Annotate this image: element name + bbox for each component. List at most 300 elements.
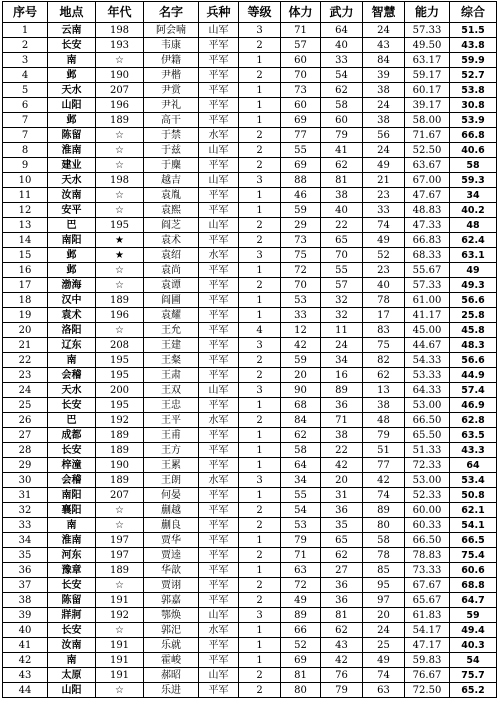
cell-stamina: 79 bbox=[281, 533, 321, 548]
cell-arm: 平军 bbox=[199, 458, 239, 473]
cell-wisdom: 23 bbox=[363, 263, 405, 278]
cell-index: 39 bbox=[3, 608, 48, 623]
cell-total: 59.9 bbox=[450, 53, 497, 68]
cell-level: 2 bbox=[239, 38, 281, 53]
header-total: 综合 bbox=[450, 2, 497, 23]
cell-era: 191 bbox=[96, 668, 144, 683]
cell-arm: 平军 bbox=[199, 293, 239, 308]
cell-name: 王允 bbox=[144, 323, 199, 338]
cell-ability: 58.00 bbox=[405, 113, 450, 128]
cell-total: 62.1 bbox=[450, 503, 497, 518]
cell-name: 乐进 bbox=[144, 683, 199, 698]
cell-place: 南阳 bbox=[48, 233, 96, 248]
cell-wisdom: 56 bbox=[363, 128, 405, 143]
cell-era: 195 bbox=[96, 398, 144, 413]
cell-era: ☆ bbox=[96, 683, 144, 698]
cell-wisdom: 40 bbox=[363, 278, 405, 293]
cell-stamina: 52 bbox=[281, 638, 321, 653]
cell-era: ☆ bbox=[96, 158, 144, 173]
cell-ability: 76.67 bbox=[405, 668, 450, 683]
cell-index: 35 bbox=[3, 548, 48, 563]
cell-stamina: 59 bbox=[281, 353, 321, 368]
cell-place: 安平 bbox=[48, 203, 96, 218]
cell-era: ☆ bbox=[96, 578, 144, 593]
cell-arm: 平军 bbox=[199, 323, 239, 338]
cell-index: 6 bbox=[3, 98, 48, 113]
cell-index: 32 bbox=[3, 503, 48, 518]
cell-stamina: 70 bbox=[281, 68, 321, 83]
cell-force: 32 bbox=[321, 308, 363, 323]
table-row bbox=[3, 608, 497, 623]
cell-total: 54.1 bbox=[450, 518, 497, 533]
cell-index: 36 bbox=[3, 563, 48, 578]
cell-total: 56.6 bbox=[450, 293, 497, 308]
cell-index: 40 bbox=[3, 623, 48, 638]
cell-total: 60.6 bbox=[450, 563, 497, 578]
cell-level: 2 bbox=[239, 593, 281, 608]
cell-ability: 63.67 bbox=[405, 158, 450, 173]
cell-level: 1 bbox=[239, 263, 281, 278]
table-row bbox=[3, 638, 497, 653]
cell-total: 43.8 bbox=[450, 38, 497, 53]
cell-era: 192 bbox=[96, 413, 144, 428]
cell-force: 62 bbox=[321, 158, 363, 173]
table-row bbox=[3, 683, 497, 698]
cell-total: 63.1 bbox=[450, 248, 497, 263]
header-stamina: 体力 bbox=[281, 2, 321, 23]
cell-name: 袁绍 bbox=[144, 248, 199, 263]
cell-era: 190 bbox=[96, 68, 144, 83]
cell-ability: 63.17 bbox=[405, 53, 450, 68]
table-row bbox=[3, 488, 497, 503]
cell-name: 何晏 bbox=[144, 488, 199, 503]
cell-total: 64 bbox=[450, 458, 497, 473]
cell-ability: 57.33 bbox=[405, 278, 450, 293]
cell-arm: 山军 bbox=[199, 143, 239, 158]
cell-place: 邺 bbox=[48, 248, 96, 263]
cell-name: 于禁 bbox=[144, 128, 199, 143]
cell-force: 38 bbox=[321, 188, 363, 203]
cell-wisdom: 83 bbox=[363, 323, 405, 338]
cell-arm: 平军 bbox=[199, 98, 239, 113]
table-row bbox=[3, 173, 497, 188]
cell-index: 22 bbox=[3, 353, 48, 368]
cell-force: 81 bbox=[321, 173, 363, 188]
cell-ability: 61.00 bbox=[405, 293, 450, 308]
cell-index: 21 bbox=[3, 338, 48, 353]
cell-total: 58 bbox=[450, 158, 497, 173]
cell-stamina: 60 bbox=[281, 98, 321, 113]
cell-wisdom: 20 bbox=[363, 608, 405, 623]
table-body bbox=[3, 23, 497, 698]
cell-level: 3 bbox=[239, 248, 281, 263]
cell-ability: 41.17 bbox=[405, 308, 450, 323]
cell-place: 渤海 bbox=[48, 278, 96, 293]
cell-index: 11 bbox=[3, 188, 48, 203]
cell-level: 1 bbox=[239, 398, 281, 413]
cell-era: 189 bbox=[96, 443, 144, 458]
cell-force: 71 bbox=[321, 413, 363, 428]
cell-total: 62.4 bbox=[450, 233, 497, 248]
cell-total: 56.6 bbox=[450, 353, 497, 368]
header-wisdom: 智慧 bbox=[363, 2, 405, 23]
cell-ability: 52.50 bbox=[405, 143, 450, 158]
cell-era: ☆ bbox=[96, 518, 144, 533]
cell-ability: 78.83 bbox=[405, 548, 450, 563]
cell-wisdom: 17 bbox=[363, 308, 405, 323]
cell-ability: 57.33 bbox=[405, 23, 450, 38]
cell-name: 王肃 bbox=[144, 368, 199, 383]
cell-wisdom: 38 bbox=[363, 83, 405, 98]
cell-arm: 山军 bbox=[199, 668, 239, 683]
cell-level: 2 bbox=[239, 68, 281, 83]
cell-arm: 平军 bbox=[199, 368, 239, 383]
cell-arm: 平军 bbox=[199, 488, 239, 503]
cell-index: 34 bbox=[3, 533, 48, 548]
cell-force: 32 bbox=[321, 293, 363, 308]
cell-force: 36 bbox=[321, 578, 363, 593]
cell-force: 31 bbox=[321, 488, 363, 503]
cell-index: 30 bbox=[3, 473, 48, 488]
cell-ability: 60.00 bbox=[405, 503, 450, 518]
cell-arm: 水军 bbox=[199, 473, 239, 488]
cell-place: 南 bbox=[48, 353, 96, 368]
cell-ability: 60.17 bbox=[405, 83, 450, 98]
cell-total: 59.3 bbox=[450, 173, 497, 188]
cell-wisdom: 43 bbox=[363, 38, 405, 53]
cell-stamina: 73 bbox=[281, 233, 321, 248]
cell-index: 20 bbox=[3, 323, 48, 338]
cell-era: ☆ bbox=[96, 623, 144, 638]
cell-force: 60 bbox=[321, 113, 363, 128]
cell-era: 198 bbox=[96, 173, 144, 188]
cell-stamina: 57 bbox=[281, 38, 321, 53]
cell-arm: 平军 bbox=[199, 308, 239, 323]
cell-ability: 47.33 bbox=[405, 218, 450, 233]
cell-ability: 72.50 bbox=[405, 683, 450, 698]
table-row bbox=[3, 308, 497, 323]
table-row bbox=[3, 128, 497, 143]
character-stats-table bbox=[2, 1, 497, 698]
table-row bbox=[3, 203, 497, 218]
cell-arm: 平军 bbox=[199, 593, 239, 608]
cell-place: 长安 bbox=[48, 443, 96, 458]
cell-stamina: 70 bbox=[281, 278, 321, 293]
cell-level: 3 bbox=[239, 608, 281, 623]
cell-total: 57.4 bbox=[450, 383, 497, 398]
cell-force: 81 bbox=[321, 608, 363, 623]
cell-place: 邺 bbox=[48, 263, 96, 278]
cell-wisdom: 75 bbox=[363, 338, 405, 353]
cell-arm: 平军 bbox=[199, 203, 239, 218]
cell-total: 62.8 bbox=[450, 413, 497, 428]
cell-wisdom: 33 bbox=[363, 203, 405, 218]
cell-total: 59 bbox=[450, 608, 497, 623]
cell-force: 62 bbox=[321, 548, 363, 563]
cell-stamina: 49 bbox=[281, 593, 321, 608]
cell-ability: 52.33 bbox=[405, 488, 450, 503]
cell-stamina: 73 bbox=[281, 83, 321, 98]
cell-total: 63.5 bbox=[450, 428, 497, 443]
cell-stamina: 72 bbox=[281, 578, 321, 593]
cell-place: 南阳 bbox=[48, 488, 96, 503]
cell-stamina: 71 bbox=[281, 548, 321, 563]
cell-total: 53.8 bbox=[450, 83, 497, 98]
cell-level: 2 bbox=[239, 353, 281, 368]
cell-era: ☆ bbox=[96, 188, 144, 203]
table-row bbox=[3, 158, 497, 173]
cell-stamina: 69 bbox=[281, 113, 321, 128]
cell-total: 34 bbox=[450, 188, 497, 203]
cell-ability: 60.33 bbox=[405, 518, 450, 533]
cell-arm: 平军 bbox=[199, 443, 239, 458]
cell-wisdom: 49 bbox=[363, 653, 405, 668]
header-force: 武力 bbox=[321, 2, 363, 23]
cell-place: 南 bbox=[48, 518, 96, 533]
cell-ability: 45.00 bbox=[405, 323, 450, 338]
cell-name: 越吉 bbox=[144, 173, 199, 188]
cell-wisdom: 89 bbox=[363, 503, 405, 518]
cell-total: 44.9 bbox=[450, 368, 497, 383]
cell-name: 贾诩 bbox=[144, 578, 199, 593]
cell-total: 40.3 bbox=[450, 638, 497, 653]
cell-ability: 53.33 bbox=[405, 368, 450, 383]
cell-ability: 71.67 bbox=[405, 128, 450, 143]
table-row bbox=[3, 233, 497, 248]
cell-arm: 平军 bbox=[199, 38, 239, 53]
cell-total: 53.9 bbox=[450, 113, 497, 128]
cell-stamina: 69 bbox=[281, 158, 321, 173]
cell-name: 郭嘉 bbox=[144, 593, 199, 608]
cell-force: 64 bbox=[321, 23, 363, 38]
cell-index: 12 bbox=[3, 203, 48, 218]
cell-total: 66.8 bbox=[450, 128, 497, 143]
cell-total: 52.7 bbox=[450, 68, 497, 83]
cell-wisdom: 62 bbox=[363, 368, 405, 383]
cell-level: 3 bbox=[239, 23, 281, 38]
cell-index: 28 bbox=[3, 443, 48, 458]
cell-ability: 66.83 bbox=[405, 233, 450, 248]
cell-level: 1 bbox=[239, 308, 281, 323]
cell-index: 7 bbox=[3, 128, 48, 143]
cell-arm: 平军 bbox=[199, 653, 239, 668]
cell-place: 云南 bbox=[48, 23, 96, 38]
cell-arm: 平军 bbox=[199, 68, 239, 83]
cell-total: 48.3 bbox=[450, 338, 497, 353]
header-index: 序号 bbox=[3, 2, 48, 23]
table-row bbox=[3, 68, 497, 83]
cell-ability: 66.50 bbox=[405, 413, 450, 428]
cell-era: 200 bbox=[96, 383, 144, 398]
cell-total: 46.9 bbox=[450, 398, 497, 413]
cell-level: 1 bbox=[239, 83, 281, 98]
cell-wisdom: 78 bbox=[363, 293, 405, 308]
cell-arm: 水军 bbox=[199, 248, 239, 263]
cell-force: 11 bbox=[321, 323, 363, 338]
cell-total: 49.3 bbox=[450, 278, 497, 293]
table-row bbox=[3, 218, 497, 233]
cell-name: 王双 bbox=[144, 383, 199, 398]
cell-force: 40 bbox=[321, 38, 363, 53]
cell-wisdom: 13 bbox=[363, 383, 405, 398]
cell-era: 208 bbox=[96, 338, 144, 353]
cell-ability: 44.67 bbox=[405, 338, 450, 353]
header-level: 等级 bbox=[239, 2, 281, 23]
cell-era: 192 bbox=[96, 608, 144, 623]
cell-ability: 47.67 bbox=[405, 188, 450, 203]
cell-ability: 64.33 bbox=[405, 383, 450, 398]
cell-arm: 平军 bbox=[199, 278, 239, 293]
cell-index: 44 bbox=[3, 683, 48, 698]
cell-force: 79 bbox=[321, 128, 363, 143]
cell-name: 贾逵 bbox=[144, 548, 199, 563]
table-row bbox=[3, 368, 497, 383]
cell-arm: 平军 bbox=[199, 338, 239, 353]
header-name: 名字 bbox=[144, 2, 199, 23]
cell-wisdom: 80 bbox=[363, 518, 405, 533]
cell-place: 南 bbox=[48, 53, 96, 68]
cell-stamina: 71 bbox=[281, 23, 321, 38]
cell-stamina: 33 bbox=[281, 308, 321, 323]
cell-stamina: 54 bbox=[281, 503, 321, 518]
header-ability: 能力 bbox=[405, 2, 450, 23]
table-row bbox=[3, 443, 497, 458]
cell-arm: 水军 bbox=[199, 128, 239, 143]
cell-level: 1 bbox=[239, 293, 281, 308]
cell-index: 15 bbox=[3, 248, 48, 263]
cell-wisdom: 74 bbox=[363, 668, 405, 683]
cell-level: 1 bbox=[239, 53, 281, 68]
table-row bbox=[3, 473, 497, 488]
cell-stamina: 77 bbox=[281, 128, 321, 143]
cell-stamina: 20 bbox=[281, 368, 321, 383]
table-row bbox=[3, 668, 497, 683]
cell-index: 14 bbox=[3, 233, 48, 248]
cell-place: 天水 bbox=[48, 173, 96, 188]
cell-ability: 51.33 bbox=[405, 443, 450, 458]
table-row bbox=[3, 503, 497, 518]
cell-arm: 平军 bbox=[199, 578, 239, 593]
cell-arm: 平军 bbox=[199, 353, 239, 368]
cell-arm: 平军 bbox=[199, 638, 239, 653]
table-row bbox=[3, 398, 497, 413]
cell-index: 25 bbox=[3, 398, 48, 413]
table-row bbox=[3, 563, 497, 578]
cell-era: ☆ bbox=[96, 203, 144, 218]
cell-era: 191 bbox=[96, 638, 144, 653]
cell-name: 于兹 bbox=[144, 143, 199, 158]
cell-total: 43.3 bbox=[450, 443, 497, 458]
cell-name: 尹礼 bbox=[144, 98, 199, 113]
cell-stamina: 55 bbox=[281, 143, 321, 158]
cell-arm: 山军 bbox=[199, 608, 239, 623]
cell-force: 16 bbox=[321, 368, 363, 383]
cell-place: 陈留 bbox=[48, 593, 96, 608]
table-row bbox=[3, 428, 497, 443]
cell-place: 山阳 bbox=[48, 98, 96, 113]
cell-wisdom: 24 bbox=[363, 98, 405, 113]
cell-place: 长安 bbox=[48, 398, 96, 413]
cell-force: 57 bbox=[321, 278, 363, 293]
cell-name: 华歆 bbox=[144, 563, 199, 578]
cell-name: 贾华 bbox=[144, 533, 199, 548]
cell-force: 33 bbox=[321, 53, 363, 68]
cell-stamina: 58 bbox=[281, 443, 321, 458]
table-row bbox=[3, 38, 497, 53]
cell-ability: 48.83 bbox=[405, 203, 450, 218]
cell-wisdom: 79 bbox=[363, 428, 405, 443]
cell-total: 75.7 bbox=[450, 668, 497, 683]
cell-place: 襄阳 bbox=[48, 503, 96, 518]
cell-era: 196 bbox=[96, 308, 144, 323]
cell-force: 27 bbox=[321, 563, 363, 578]
cell-ability: 53.00 bbox=[405, 473, 450, 488]
cell-force: 41 bbox=[321, 143, 363, 158]
table-row bbox=[3, 188, 497, 203]
cell-index: 18 bbox=[3, 293, 48, 308]
cell-force: 36 bbox=[321, 503, 363, 518]
cell-name: 蒯良 bbox=[144, 518, 199, 533]
cell-stamina: 55 bbox=[281, 488, 321, 503]
cell-level: 1 bbox=[239, 533, 281, 548]
cell-index: 38 bbox=[3, 593, 48, 608]
cell-stamina: 34 bbox=[281, 473, 321, 488]
cell-level: 1 bbox=[239, 653, 281, 668]
cell-index: 2 bbox=[3, 38, 48, 53]
cell-era: 189 bbox=[96, 563, 144, 578]
cell-index: 31 bbox=[3, 488, 48, 503]
cell-era: ☆ bbox=[96, 53, 144, 68]
cell-place: 淮南 bbox=[48, 533, 96, 548]
cell-name: 袁谭 bbox=[144, 278, 199, 293]
cell-wisdom: 48 bbox=[363, 413, 405, 428]
cell-arm: 平军 bbox=[199, 563, 239, 578]
cell-place: 太原 bbox=[48, 668, 96, 683]
cell-place: 袁术 bbox=[48, 308, 96, 323]
cell-name: 阿会喃 bbox=[144, 23, 199, 38]
cell-name: 袁耀 bbox=[144, 308, 199, 323]
cell-name: 王忠 bbox=[144, 398, 199, 413]
cell-stamina: 81 bbox=[281, 668, 321, 683]
cell-name: 王甫 bbox=[144, 428, 199, 443]
cell-name: 韦康 bbox=[144, 38, 199, 53]
cell-wisdom: 97 bbox=[363, 593, 405, 608]
cell-total: 68.8 bbox=[450, 578, 497, 593]
header-row bbox=[3, 2, 497, 23]
cell-era: ☆ bbox=[96, 143, 144, 158]
cell-place: 汝南 bbox=[48, 638, 96, 653]
table-row bbox=[3, 623, 497, 638]
cell-index: 37 bbox=[3, 578, 48, 593]
cell-era: 196 bbox=[96, 98, 144, 113]
cell-wisdom: 39 bbox=[363, 68, 405, 83]
cell-force: 36 bbox=[321, 398, 363, 413]
cell-level: 2 bbox=[239, 413, 281, 428]
cell-place: 邺 bbox=[48, 68, 96, 83]
cell-name: 鄂焕 bbox=[144, 608, 199, 623]
cell-wisdom: 38 bbox=[363, 113, 405, 128]
cell-level: 1 bbox=[239, 563, 281, 578]
table-row bbox=[3, 578, 497, 593]
cell-arm: 平军 bbox=[199, 263, 239, 278]
cell-stamina: 64 bbox=[281, 458, 321, 473]
cell-place: 天水 bbox=[48, 383, 96, 398]
cell-stamina: 12 bbox=[281, 323, 321, 338]
cell-era: ☆ bbox=[96, 278, 144, 293]
cell-level: 2 bbox=[239, 143, 281, 158]
cell-wisdom: 58 bbox=[363, 533, 405, 548]
cell-name: 郝昭 bbox=[144, 668, 199, 683]
